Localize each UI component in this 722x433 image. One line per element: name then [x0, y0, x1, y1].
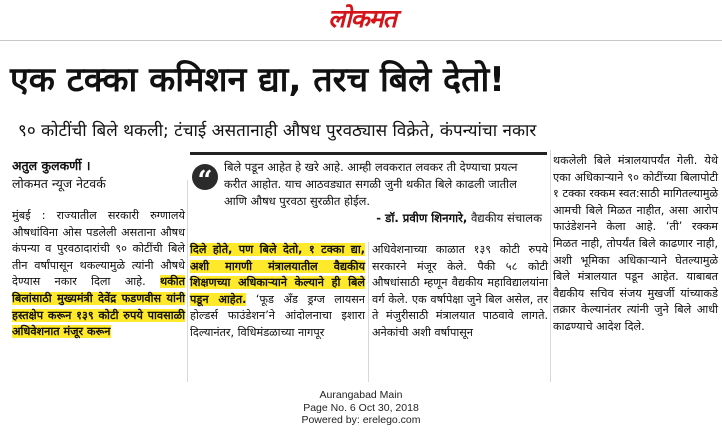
pull-quote-rule: [190, 152, 547, 155]
article-column-3: [372, 242, 548, 342]
article-column-4: [553, 153, 718, 336]
byline-name: अतुल कुलकर्णी ।: [12, 158, 91, 173]
masthead-divider: [0, 40, 722, 41]
byline: [12, 157, 187, 193]
pull-quote-attribution: [224, 210, 542, 227]
lokmat-logo: लोकमत: [328, 4, 396, 33]
column-divider: [187, 180, 188, 382]
byline-organization: लोकमत न्यूज नेटवर्क: [12, 176, 106, 191]
column-divider: [368, 242, 369, 382]
article-column-2: [190, 242, 365, 342]
masthead: [0, 0, 722, 40]
page-footer: [250, 389, 472, 427]
pull-quote-author: - डॉ. प्रवीण शिनगारे,: [376, 211, 468, 225]
column-4-text: थकलेली बिले मंत्रालयापर्यंत गेली. येथे एका अधिकाऱ्याने ९० कोटींच्या बिलापोटी १ टक्का रक्कम स्वत:साठी मागितल्यामुळे आमची बिले मिळत नाहीत, असा आरोप फाउंडेशनने केला आहे. ‘ती’ रक्कम मिळत नाही, तोपर्यंत बिले काढणार नाही, अशी भूमिका अधिकाऱ्याने घेतल्यामुळे बिले मंत्रालयात पडून आहेत. याबाबत वैद्यकीय सचिव संजय मुखर्जी यांच्याकडे तक्रार केल्यानंतर त्यांनी जुने बिले आधी काढण्याचे आदेश दिले.: [553, 154, 718, 333]
column-1-text: मुंबई : राज्यातील सरकारी रुग्णालये औषधांविना ओस पडलेली असताना औषध कंपन्या व पुरवठादारांची ९० कोटींची बिले तीन वर्षांपासून थकल्यामुळे त्यांनी औषधे देण्यास नकार दिला आहे.: [12, 209, 185, 289]
article-column-1: [12, 208, 185, 341]
column-2-text: ‘फूड अँड ड्रग्ज लायसन होल्डर्स फाउंडेशन’ने आंदोलनाचा इशारा दिल्यानंतर, विधिमंडळाच्या नागपूर: [190, 292, 365, 339]
article-subheadline: ९० कोटींची बिले थकली; टंचाई असतानाही औषध पुरवठ्यास विक्रेते, कंपन्यांचा नकार: [18, 121, 537, 141]
article-headline: एक टक्का कमिशन द्या, तरच बिले देतो!: [10, 60, 505, 100]
pull-quote: [190, 152, 547, 232]
footer-powered-by: Powered by: erelego.com: [301, 414, 421, 426]
column-1-highlight: थकीत बिलांसाठी मुख्यमंत्री देवेंद्र फडणवीस यांनी हस्तक्षेप करून १३९ कोटी रुपये पावसाळी अधिवेशनात मंजूर करून: [12, 275, 185, 339]
pull-quote-text: बिले पडून आहेत हे खरे आहे. आम्ही लवकरात लवकर ती देण्याचा प्रयत्न करीत आहोत. याच आठवड्यात सगळी जुनी थकीत बिले काढली जातील आणि औषध पुरवठा सुरळीत होईल.: [224, 160, 518, 208]
footer-edition: Aurangabad Main: [319, 389, 403, 401]
column-3-text: अधिवेशनाच्या काळात १३९ कोटी रुपये सरकारने मंजूर केले. पैकी ५८ कोटी औषधांसाठी म्हणून वैद्यकीय महाविद्यालयांना वर्ग केले. एक वर्षापेक्षा जुने बिल असेल, तर ते मंजुरीसाठी मंत्रालयात पाठवावे लागते. अनेकांची अशी वर्षापासून: [372, 243, 548, 339]
footer-page-date: Page No. 6 Oct 30, 2018: [303, 401, 419, 414]
quote-mark-icon: “: [192, 164, 218, 190]
column-2-highlight: दिले होते, पण बिले देतो, १ टक्का द्या, अशी मागणी मंत्रालयातील वैद्यकीय शिक्षणच्या अधिकाऱ्याने केल्याने ही बिले पडून आहेत.: [190, 243, 365, 306]
pull-quote-author-role: वैद्यकीय संचालक: [470, 211, 542, 225]
column-divider: [550, 150, 551, 382]
